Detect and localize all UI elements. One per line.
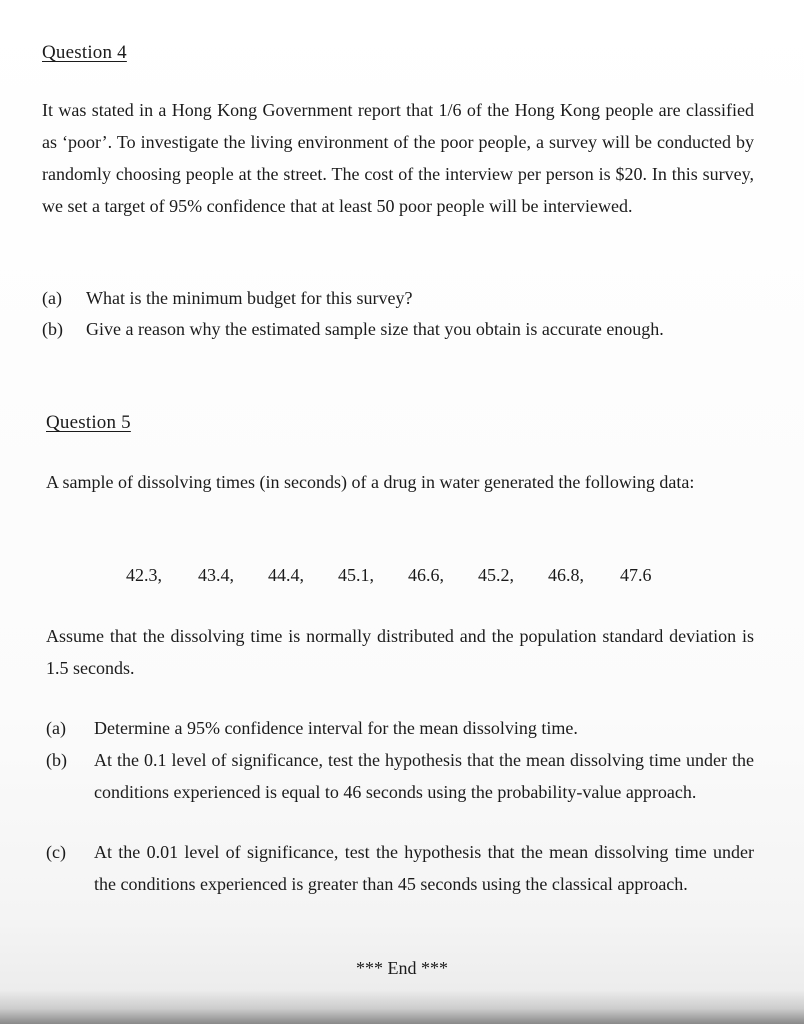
question-4-part-a bbox=[42, 282, 754, 314]
question-5-assumption: Assume that the dissolving time is normally distributed and the population standard deviation is 1.5 seconds. bbox=[46, 626, 754, 678]
end-marker: *** End *** bbox=[356, 958, 448, 978]
data-value: 46.6, bbox=[408, 565, 444, 585]
page-edge-shadow bbox=[0, 990, 804, 1024]
part-label: (b) bbox=[46, 750, 67, 770]
data-value: 46.8, bbox=[548, 565, 584, 585]
part-label: (b) bbox=[42, 319, 63, 339]
question-4-title: Question 4 bbox=[42, 42, 127, 63]
part-text: What is the minimum budget for this survey? bbox=[86, 288, 413, 308]
question-5-part-c bbox=[46, 836, 754, 932]
data-value: 45.1, bbox=[338, 565, 374, 585]
data-value: 44.4, bbox=[268, 565, 304, 585]
question-4-part-b bbox=[42, 313, 754, 345]
data-value: 43.4, bbox=[198, 565, 234, 585]
data-value: 47.6 bbox=[620, 565, 652, 585]
part-label: (c) bbox=[46, 842, 66, 862]
part-label: (a) bbox=[46, 718, 66, 738]
part-text: At the 0.01 level of significance, test the hypothesis that the mean dissolving time under the conditions experienced is greater than 45 seconds using the classical approach. bbox=[94, 842, 754, 894]
part-text: Determine a 95% confidence interval for the mean dissolving time. bbox=[94, 718, 578, 738]
data-value: 45.2, bbox=[478, 565, 514, 585]
question-5-intro: A sample of dissolving times (in seconds) of a drug in water generated the following data: bbox=[46, 472, 695, 492]
part-text: At the 0.1 level of significance, test the hypothesis that the mean dissolving time under the conditions experienced is equal to 46 seconds using the probability-value approach. bbox=[94, 750, 754, 802]
question-4-intro: It was stated in a Hong Kong Government report that 1/6 of the Hong Kong people are classified as ‘poor’. To investigate the living environment of the poor people, a survey will be conducted by randomly choosing people at the street. The cost of the interview per person is $20. In this survey, we set a target of 95% confidence that at least 50 poor people will be interviewed. bbox=[42, 100, 754, 216]
part-label: (a) bbox=[42, 288, 62, 308]
question-5-title: Question 5 bbox=[46, 412, 131, 433]
question-5-part-b bbox=[46, 744, 754, 840]
part-text: Give a reason why the estimated sample size that you obtain is accurate enough. bbox=[86, 319, 664, 339]
data-value: 42.3, bbox=[126, 565, 162, 585]
question-5-part-a bbox=[46, 712, 754, 744]
